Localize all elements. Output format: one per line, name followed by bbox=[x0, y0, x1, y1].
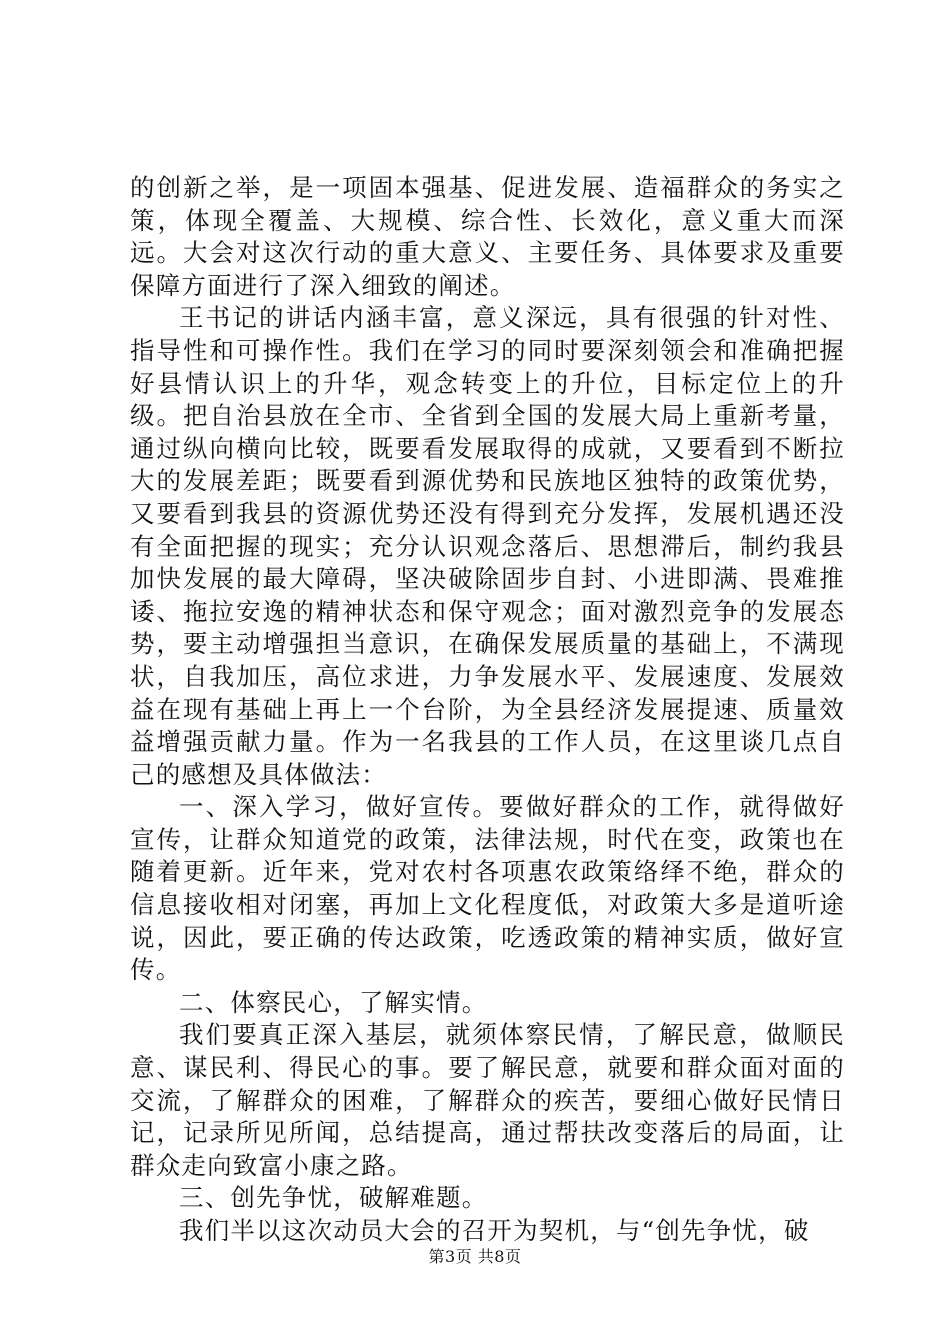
section-heading-3: 三、创先争忧，破解难题。 bbox=[179, 1183, 488, 1213]
paragraph-3: 一、深入学习，做好宣传。要做好群众的工作，就得做好宣传，让群众知道党的政策，法律法规，时代在变，政策也在随着更新。近年来，党对农村各项惠农政策络绎不绝，群众的信息接收相对闭塞，再加上文化程度低，对政策大多是道听途说，因此，要正确的传达政策，吃透政策的精神实质，做好宣传。 bbox=[130, 792, 845, 985]
paragraph-4: 我们要真正深入基层，就须体察民情，了解民意，做顺民意、谋民利、得民心的事。要了解民意，就要和群众面对面的交流，了解群众的困难，了解群众的疾苦，要细心做好民情日记，记录所见所闻，总结提高，通过帮扶改变落后的局面，让群众走向致富小康之路。 bbox=[130, 1020, 845, 1180]
section-heading-2: 二、体察民心，了解实情。 bbox=[179, 987, 488, 1017]
paragraph-5: 我们半以这次动员大会的召开为契机，与“创先争忧，破 bbox=[179, 1216, 810, 1245]
paragraph-2: 王书记的讲话内涵丰富，意义深远，具有很强的针对性、指导性和可操作性。我们在学习的同时要深刻领会和准确把握好县情认识上的升华，观念转变上的升位，目标定位上的升级。把自治县放在全市、全省到全国的发展大局上重新考量，通过纵向横向比较，既要看发展取得的成就，又要看到不断拉大的发展差距；既要看到源优势和民族地区独特的政策优势，又要看到我县的资源优势还没有得到充分发挥，发展机遇还没有全面把握的现实；充分认识观念落后、思想滞后，制约我县加快发展的最大障碍，坚决破除固步自封、小进即满、畏难推诿、拖拉安逸的精神状态和保守观念；面对激烈竞争的发展态势，要主动增强担当意识，在确保发展质量的基础上，不满现状，自我加压，高位求进，力争发展水平、发展速度、发展效益在现有基础上再上一个台阶，为全县经济发展提速、质量效益增强贡献力量。作为一名我县的工作人员，在这里谈几点自己的感想及具体做法： bbox=[130, 303, 845, 789]
page-footer: 第3页 共8页 bbox=[428, 1247, 522, 1266]
document-body bbox=[130, 172, 845, 1248]
paragraph-1: 的创新之举，是一项固本强基、促进发展、造福群众的务实之策，体现全覆盖、大规模、综合性、长效化，意义重大而深远。大会对这次行动的重大意义、主要任务、具体要求及重要保障方面进行了深入细致的阐述。 bbox=[130, 173, 845, 300]
